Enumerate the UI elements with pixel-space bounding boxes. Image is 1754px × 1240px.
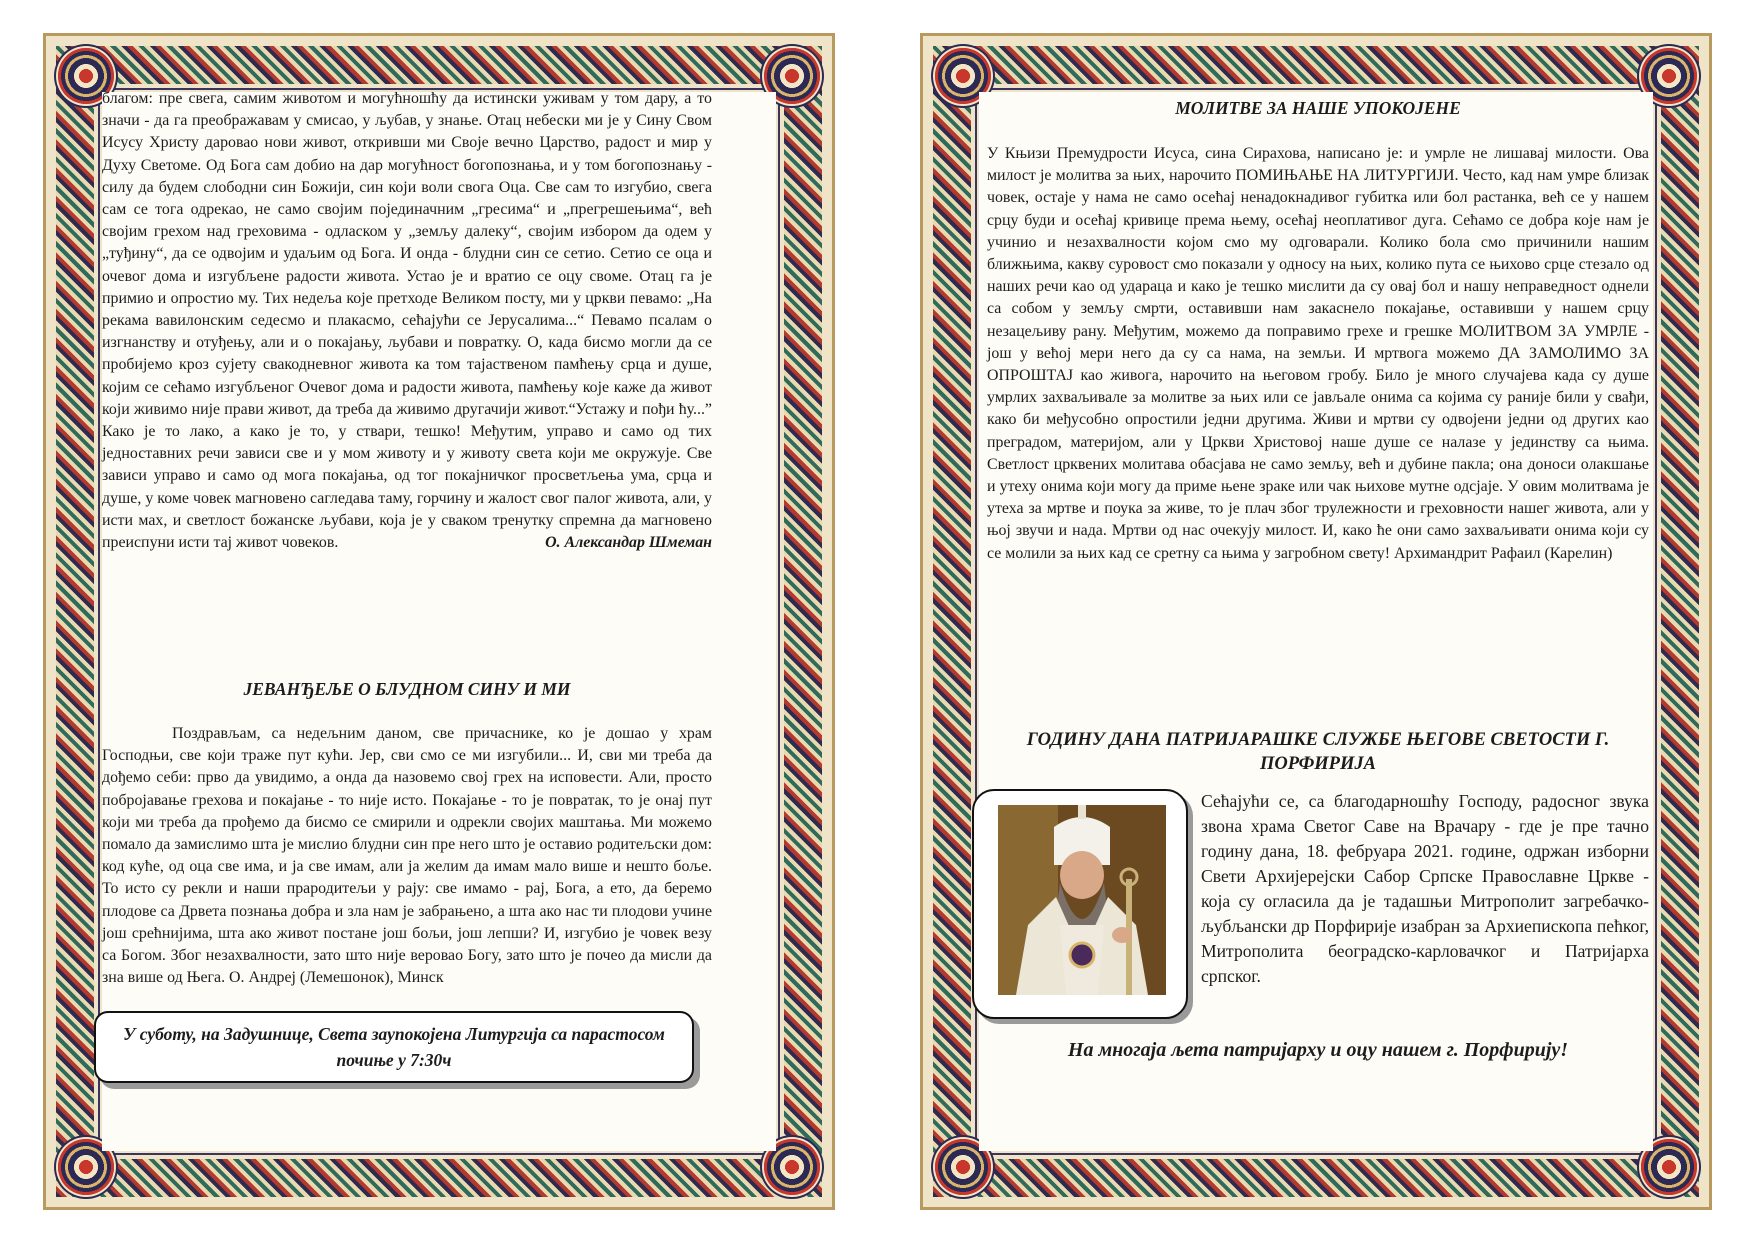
prayers-paragraph: У Књизи Премудрости Исуса, сина Сирахова, написано је: и умрле не лишавај милости. Ова милост је молитва за њих, нарочито ПОМИЊАЊЕ НА ЛИТУРГИЈИ. Често, кад нам умре близак човек, остаје у нама не само осећај ненадокнадивог губитка или бол растанка, већ се у нашем срцу буди и осећај кривице према њему, осећај неоплативог дуга. Сећамо се добра које нам је учинио и незахвалности којом смо му одговарали. Колико бола смо причинили нашим ближњима, какву суровост смо показали у односу на њих, колико пута се њихово срце стезало од наших речи као од удараца и како је тешко мислити да су овај бол и нашу неправедност однели са собом у земљу смрти, оставивши нам закаснело покајање, оставивши у нашем срцу незацељиву рану. Међутим, можемо да поправимо грехе и грешке МОЛИТВОМ ЗА УМРЛЕ - још у већој мери него да су са нама, на земљи. И мртвога можемо ДА ЗАМОЛИМО ЗА ОПРОШТАЈ као живога, нарочито на његовом гробу. Било је много случајева када су душе умрлих захваљивале за молитве за њих или се јављале онима са којима су раније били у свађи, како би међусобно опростили једни другима. Живи и мртви су одвојени једни од других као преградом, материјом, али у Цркви Христовој наше душе се налазе у јединству са њима. Светлост црквених молитава обасјава не само земљу, већ и дубине пакла; она доноси олакшање и утеху онима који могу да приме њене зраке или чак њихове мутне одсјаје. У овим молитвама је утеха за мртве и поука за живе, то је плач због трулежности и греховности нашег живота, али у њој звучи и нада. Мртви од нас очекују милост. И, како ће они само захваљивати онима који су се молили за њих кад се сретну са њима у загробном свету! Архимандрит Рафаил (Карелин) (987, 145, 1649, 562)
right-page-content (979, 92, 1653, 1151)
closing-acclamation: На многаја љета патријарху и оцу нашем г. Порфирију! (1067, 1039, 1569, 1061)
liturgy-notice (94, 1011, 694, 1083)
patriarch-paragraph: Сећајући се, са благодарношћу Господу, радосног звука звона храма Светог Саве на Врачару - где је пре тачно годину дана, 18. фебруара 2021. године, одржан изборни Свети Архијерејски Сабор Српске Православне Цркве - која су огласила да је тадашњи Митрополит загребачко-љубљански др Порфирије изабран за Архиепископа пећког, Митрополита београдско-карловачког и Патријарха српског. (1201, 791, 1649, 986)
intro-paragraph (102, 88, 712, 554)
prayers-heading: МОЛИТВЕ ЗА НАШЕ УПОКОЈЕНЕ (1175, 98, 1461, 118)
patriarch-heading: ГОДИНУ ДАНА ПАТРИЈАРАШКЕ СЛУЖБЕ ЊЕГОВЕ СВЕТОСТИ Г. ПОРФИРИЈА (1026, 730, 1610, 774)
left-page-content (102, 92, 776, 1151)
intro-signature: О. Александар Шмеман (545, 534, 712, 552)
notice-text: У суботу, на Задушнице, Света заупокојена Литургија са парастосом почиње у 7:30ч (123, 1024, 665, 1070)
left-page (43, 33, 835, 1210)
section-heading: ЈЕВАНЂЕЉЕ О БЛУДНОМ СИНУ И МИ (243, 679, 571, 699)
patriarch-photo-frame (972, 789, 1188, 1019)
patriarch-portrait-icon (998, 805, 1166, 995)
patriarch-portrait (998, 805, 1166, 995)
right-page (920, 33, 1712, 1210)
intro-text: благом: пре свега, самим животом и могућношћу да истински уживам у том дару, а то значи - да га преображавам у смисао, у љубав, у знање. Отац небески ми је у Сину Свом Исусу Христу даровао нови живот, откривши ми Своје вечно Царство, радост и мир у Духу Светоме. Од Бога сам добио на дар могућност богопознања, и у том богопознању - силу да будем слободни син Божији, син који воли свога Оца. Све сам то изгубио, свега сам се тога одрекао, не само својим појединачним „гресима“ и „прегрешењима“, већ својим грехом над греховима - одласком у „земљу далеку“, својим избором да одем у „туђину“, да се одвојим и удаљим од Бога. И онда - блудни син се сетио. Сетио се оца и очевог дома и изгубљене радости живота. Устао је и вратио се оцу своме. Отац га је примио и опростио му. Тих недеља које претходе Великом посту, ми у цркви певамо: „На рекама вавилонским седесмо и плакасмо, сећајући се Јерусалима...“ Певамо псалам о изгнанству и отуђењу, али и о покајању, љубави и повратку. О, када бисмо могли да се пробијемо кроз сујету свакодневног живота ка том тајаственом памћењу срца и душе, којим се сећамо изгубљеног Очевог дома и радости живота, памћењу које каже да живот који живимо није прави живот, да треба да живимо другачији живот.“Устажу и пођи ћу...” Како је то лако, а како је то, у ствари, тешко! Међутим, управо и само од тих једноставних речи зависи све и у мом животу и у животу света који ме окружује. Све зависи управо и само од мога покајања, од тог покајничког просветљења ума, срца и душе, у коме човек магновено сагледава таму, горчину и жалост свог палог живота, али, у исти мах, и светлост божанске љубави, која је у сваком тренутку спремна да магновено преиспуни исти тај живот човеков. (102, 90, 712, 552)
section-paragraph: Поздрављам, са недељним даном, све причаснике, ко је дошао у храм Господњи, све који траже пут кући. Јер, сви смо се ми изгубили... И, сви ми треба да дођемо себи: прво да увидимо, а онда да назовемо свој грех на исповести. Али, просто побројавање грехова и покајање - то није исто. Покајање - то је повратак, то је онај пут који ми треба да прођемо да бисмо се смирили и одрекли својих маштања. Ми можемо помало да замислимо шта је мислио блудни син пре него што је оставио родитељски дом: код куће, од оца све има, и ја све имам, али ја желим да имам мало више и нешто боље. То исто су рекли и наши прародитељи у рају: све имамо - рај, Бога, а ето, да беремо плодове са Дрвета познања добра и зла нам је забрањено, а шта ако нас ти плодови учине још срећнијима, шта ако живот постане још бољи, још лепши? И, изгубио је човек везу са Богом. Због незахвалности, зато што није веровао Богу, зато што је почео да мисли да зна више од Њега. О. Андреј (Лемешонок), Минск (102, 725, 712, 987)
